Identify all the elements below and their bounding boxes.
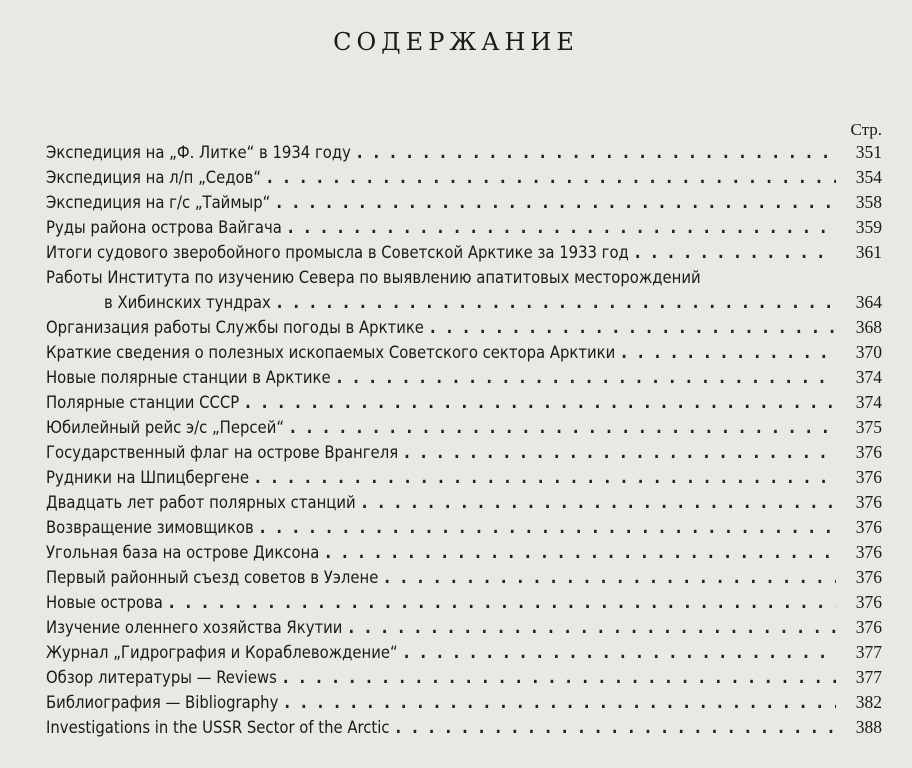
toc-entry-page: 376 <box>855 492 882 512</box>
dot-leader <box>284 690 836 715</box>
toc-entry-page: 377 <box>855 667 882 687</box>
toc-entry-page: 374 <box>855 367 882 387</box>
toc-entry-title: Экспедиция на „Ф. Литке“ в 1934 году <box>46 143 351 162</box>
toc-entry-title: Обзор литературы — Reviews <box>46 668 277 687</box>
toc-entry <box>46 615 882 640</box>
toc-entry <box>46 640 882 665</box>
toc-entry-title: Экспедиция на л/п „Седов“ <box>46 168 262 187</box>
toc-entry-title: Угольная база на острове Диксона <box>46 543 320 562</box>
dot-leader <box>396 715 836 740</box>
dot-leader <box>404 440 836 465</box>
toc-entry-title: Краткие сведения о полезных ископаемых Советского сектора Арктики <box>46 343 616 362</box>
dot-leader <box>260 515 836 540</box>
toc-entry <box>46 515 882 540</box>
toc-entry <box>46 465 882 490</box>
toc-entry-title: Investigations in the USSR Sector of the Arctic <box>46 718 390 737</box>
toc-entry <box>46 215 882 240</box>
toc-entry-title: Двадцать лет работ полярных станций <box>46 493 356 512</box>
toc-entry-title: Итоги судового зверобойного промысла в Советской Арктике за 1933 год <box>46 243 629 262</box>
toc-entry-title: Библиография — Bibliography <box>46 693 279 712</box>
toc-entry <box>46 540 882 565</box>
toc-entry <box>46 390 882 415</box>
toc-entry <box>46 240 882 265</box>
toc-entry-page: 382 <box>855 692 882 712</box>
page-title: СОДЕРЖАНИЕ <box>333 28 579 56</box>
toc-entry-page: 370 <box>855 342 882 362</box>
dot-leader <box>276 190 836 215</box>
toc-entry-page: 354 <box>855 167 882 187</box>
toc-entry-title: Новые острова <box>46 593 163 612</box>
toc-entry-continuation <box>46 290 882 315</box>
dot-leader <box>430 315 836 340</box>
toc-entry <box>46 665 882 690</box>
toc-entry <box>46 715 882 740</box>
toc-entry <box>46 690 882 715</box>
dot-leader <box>267 165 836 190</box>
toc-entry-page: 376 <box>855 567 882 587</box>
toc-entry-title: Полярные станции СССР <box>46 393 240 412</box>
dot-leader <box>348 615 836 640</box>
toc-entry-title: Организация работы Службы погоды в Арктике <box>46 318 424 337</box>
toc-entry-title: Журнал „Гидрография и Кораблевождение“ <box>46 643 398 662</box>
toc-entry-page: 368 <box>855 317 882 337</box>
toc-entry-title: Экспедиция на г/с „Таймыр“ <box>46 193 271 212</box>
toc-entry-page: 376 <box>855 592 882 612</box>
toc-entry-title: в Хибинских тундрах <box>104 293 271 312</box>
toc-entry-page: 364 <box>855 292 882 312</box>
toc-entry <box>46 340 882 365</box>
toc-entry-page: 351 <box>855 142 882 162</box>
toc-entry-page: 388 <box>855 717 882 737</box>
page-column-label: Стр. <box>850 120 882 139</box>
toc-entry-page: 359 <box>855 217 882 237</box>
dot-leader <box>277 290 836 315</box>
toc-entry-page: 361 <box>855 242 882 262</box>
dot-leader <box>621 340 836 365</box>
dot-leader <box>404 640 836 665</box>
toc-entry <box>46 265 882 290</box>
dot-leader <box>384 565 836 590</box>
toc-entry <box>46 440 882 465</box>
table-of-contents <box>46 140 882 740</box>
toc-entry <box>46 490 882 515</box>
dot-leader <box>283 665 836 690</box>
toc-entry-title: Руды района острова Вайгача <box>46 218 282 237</box>
toc-entry <box>46 140 882 165</box>
toc-entry-title: Государственный флаг на острове Врангеля <box>46 443 399 462</box>
toc-entry-page: 375 <box>855 417 882 437</box>
toc-entry-page: 358 <box>855 192 882 212</box>
toc-entry <box>46 565 882 590</box>
dot-leader <box>245 390 836 415</box>
toc-entry-page: 376 <box>855 617 882 637</box>
dot-leader <box>362 490 836 515</box>
toc-entry-page: 374 <box>855 392 882 412</box>
toc-entry-page: 376 <box>855 542 882 562</box>
toc-entry-title: Новые полярные станции в Арктике <box>46 368 331 387</box>
toc-entry <box>46 365 882 390</box>
toc-entry-page: 376 <box>855 467 882 487</box>
dot-leader <box>169 590 836 615</box>
toc-entry-title: Изучение оленнего хозяйства Якутии <box>46 618 343 637</box>
toc-entry <box>46 165 882 190</box>
dot-leader <box>325 540 836 565</box>
toc-entry-title: Первый районный съезд советов в Уэлене <box>46 568 379 587</box>
dot-leader <box>290 415 836 440</box>
toc-entry <box>46 315 882 340</box>
dot-leader <box>255 465 836 490</box>
toc-entry-title: Работы Института по изучению Севера по выявлению апатитовых месторождений <box>46 268 701 287</box>
toc-entry-title: Возвращение зимовщиков <box>46 518 254 537</box>
dot-leader <box>288 215 836 240</box>
dot-leader <box>337 365 836 390</box>
toc-entry-title: Рудники на Шпицбергене <box>46 468 250 487</box>
toc-entry <box>46 590 882 615</box>
dot-leader <box>635 240 836 265</box>
toc-entry-page: 377 <box>855 642 882 662</box>
toc-entry-page: 376 <box>855 442 882 462</box>
dot-leader <box>357 140 836 165</box>
toc-entry-title: Юбилейный рейс э/с „Персей“ <box>46 418 285 437</box>
toc-entry <box>46 190 882 215</box>
toc-entry-page: 376 <box>855 517 882 537</box>
toc-entry <box>46 415 882 440</box>
